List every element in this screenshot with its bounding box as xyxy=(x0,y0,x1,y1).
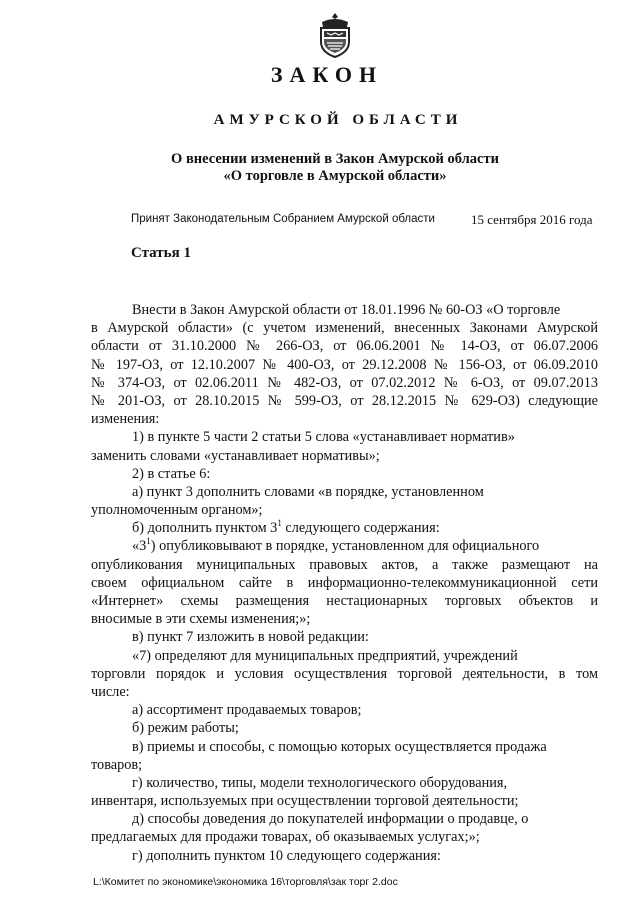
paragraph-line: г) количество, типы, модели технологического оборудования, xyxy=(132,774,508,791)
region-title: АМУРСКОЙ ОБЛАСТИ xyxy=(213,112,463,128)
paragraph-line: 1) в пункте 5 части 2 статьи 5 слова «устанавливает норматив» xyxy=(132,429,515,446)
paragraph-line: товаров; xyxy=(91,756,143,773)
text-span: «3 xyxy=(132,538,147,555)
accepted-by: Принят Законодательным Собранием Амурской области xyxy=(131,213,435,225)
paragraph-line: № 201-ОЗ, от 28.10.2015 № 599-ОЗ, от 28.12.2015 № 629-ОЗ) следующие xyxy=(91,392,598,409)
document-type: ЗАКОН xyxy=(270,62,384,87)
paragraph-line: своем официальном сайте в информационно-телекоммуникационной сети xyxy=(91,574,598,591)
paragraph-line: д) способы доведения до покупателей информации о продавце, о xyxy=(132,811,529,828)
text-span: следующего содержания: xyxy=(281,520,440,537)
paragraph-line: числе: xyxy=(91,683,130,700)
paragraph-line: в) пункт 7 изложить в новой редакции: xyxy=(132,629,369,646)
paragraph-line: опубликования муниципальных правовых актов, а также размещают на xyxy=(91,556,598,573)
paragraph-line: 2) в статье 6: xyxy=(132,465,211,482)
document-body xyxy=(91,301,598,865)
paragraph-line: в Амурской области» (с учетом изменений, внесенных Законами Амурской xyxy=(91,320,598,337)
file-path-footer: L:\Комитет по экономике\экономика 16\торговля\зак торг 2.doc xyxy=(93,876,398,888)
paragraph-line: вносимые в эти схемы изменения;»; xyxy=(91,611,311,628)
paragraph-line: «Интернет» схемы размещения нестационарных торговых объектов и xyxy=(91,593,598,609)
paragraph-line: № 374-ОЗ, от 02.06.2011 № 482-ОЗ, от 07.02.2012 № 6-ОЗ, от 09.07.2013 xyxy=(91,374,598,391)
paragraph-line: инвентаря, используемых при осуществлении торговой деятельности; xyxy=(91,793,519,810)
paragraph-line: Внести в Закон Амурской области от 18.01.1996 № 60-ОЗ «О торговле xyxy=(132,302,561,318)
coat-of-arms-icon xyxy=(318,12,352,58)
paragraph-line xyxy=(91,519,598,537)
paragraph-line: области от 31.10.2000 № 266-ОЗ, от 06.06.2001 № 14-ОЗ, от 06.07.2006 xyxy=(91,338,598,355)
paragraph-line: уполномоченным органом»; xyxy=(91,502,263,519)
paragraph-line: заменить словами «устанавливает нормативы»; xyxy=(91,447,380,464)
paragraph-line: б) режим работы; xyxy=(132,720,239,737)
paragraph-line: № 197-ОЗ, от 12.10.2007 № 400-ОЗ, от 29.12.2008 № 156-ОЗ, от 06.09.2010 xyxy=(91,356,598,373)
paragraph-line: а) пункт 3 дополнить словами «в порядке, установленном xyxy=(132,483,484,500)
subject-line: О внесении изменений в Закон Амурской области xyxy=(171,151,499,167)
text-span: ) опубликовывают в порядке, установленном для официального xyxy=(150,538,540,555)
paragraph-line: а) ассортимент продаваемых товаров; xyxy=(132,702,362,719)
paragraph-line: торговли порядок и условия осуществления торговой деятельности, в том xyxy=(91,665,598,682)
paragraph-line: предлагаемых для продажи товарах, об оказываемых услугах;»; xyxy=(91,829,480,846)
paragraph-line: «7) определяют для муниципальных предприятий, учреждений xyxy=(132,647,518,664)
paragraph-line: г) дополнить пунктом 10 следующего содержания: xyxy=(132,847,441,864)
text-span: б) дополнить пунктом 3 xyxy=(132,520,278,537)
article-title: Статья 1 xyxy=(131,245,191,261)
paragraph-line: изменения: xyxy=(91,411,160,428)
superscript: 1 xyxy=(277,518,282,529)
law-subject xyxy=(0,151,640,185)
subject-line: «О торговле в Амурской области» xyxy=(223,168,447,184)
accepted-date: 15 сентября 2016 года xyxy=(471,212,593,227)
superscript: 1 xyxy=(146,536,151,547)
paragraph-line xyxy=(91,537,598,555)
paragraph-line: в) приемы и способы, с помощью которых осуществляется продажа xyxy=(132,738,547,755)
